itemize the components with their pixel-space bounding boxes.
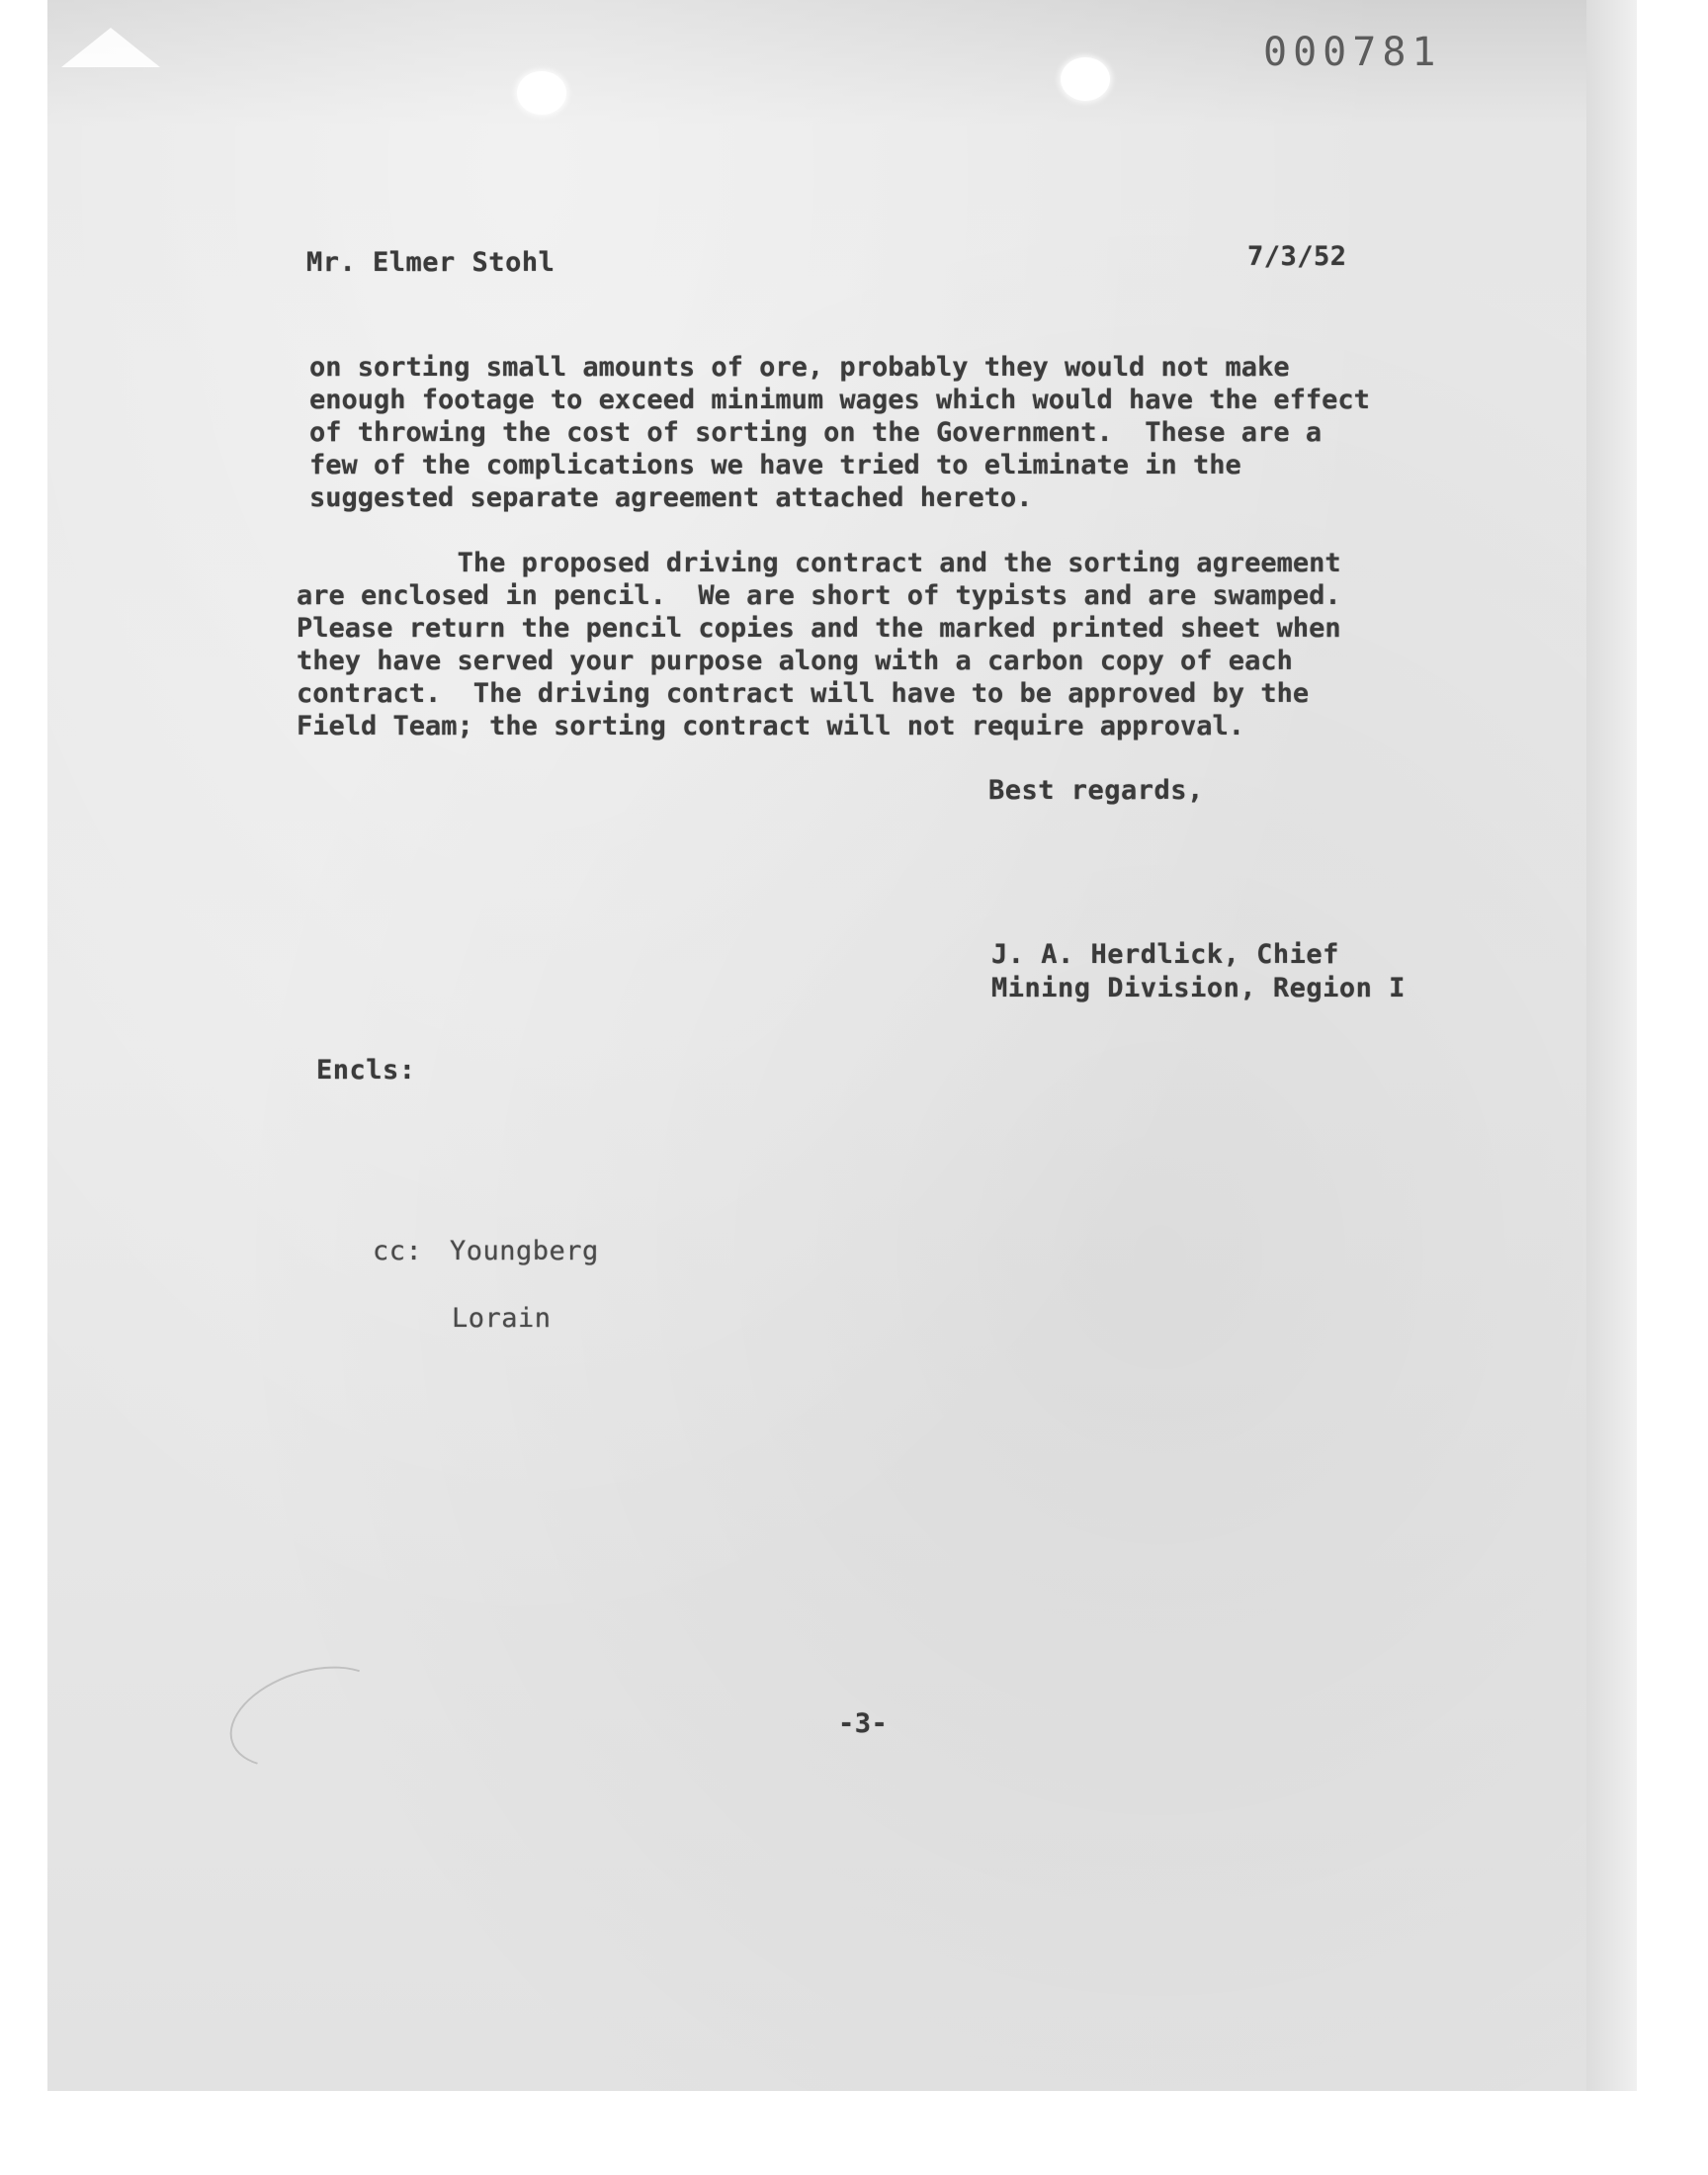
letter-date: 7/3/52 <box>1247 241 1347 272</box>
paper-edge <box>1586 0 1637 2091</box>
torn-corner <box>61 28 160 67</box>
document-number-stamp: 000781 <box>1263 30 1442 75</box>
signature-title: Mining Division, Region I <box>991 973 1406 1003</box>
addressee: Mr. Elmer Stohl <box>306 247 555 278</box>
cc-label: cc: <box>373 1236 423 1266</box>
body-paragraph-2: The proposed driving contract and the sorting agreement are enclosed in pencil. We are short of typists and are swamped. Please return the pencil copies and the marked printed sheet when they have served your purpose along with a carbon copy of each contract. The driving contract will have to be approved by the Field Team; the sorting contract will not require approval. <box>297 548 1341 741</box>
cc-recipient-1: Youngberg <box>450 1236 599 1266</box>
page-number: -3- <box>838 1708 889 1739</box>
enclosures-label: Encls: <box>316 1055 416 1086</box>
signature-name: J. A. Herdlick, Chief <box>991 939 1339 970</box>
closing: Best regards, <box>988 775 1204 806</box>
body-paragraph-1: on sorting small amounts of ore, probably they would not make enough footage to exceed minimum wages which would have the effect of throwing the cost of sorting on the Government. These are a few of the complications we have tried to eliminate in the suggested separate agreement attached hereto. <box>309 352 1370 513</box>
punch-hole-left <box>517 71 566 115</box>
paper-sheet <box>47 0 1637 2091</box>
cc-recipient-2: Lorain <box>452 1303 552 1334</box>
punch-hole-right <box>1061 57 1110 101</box>
